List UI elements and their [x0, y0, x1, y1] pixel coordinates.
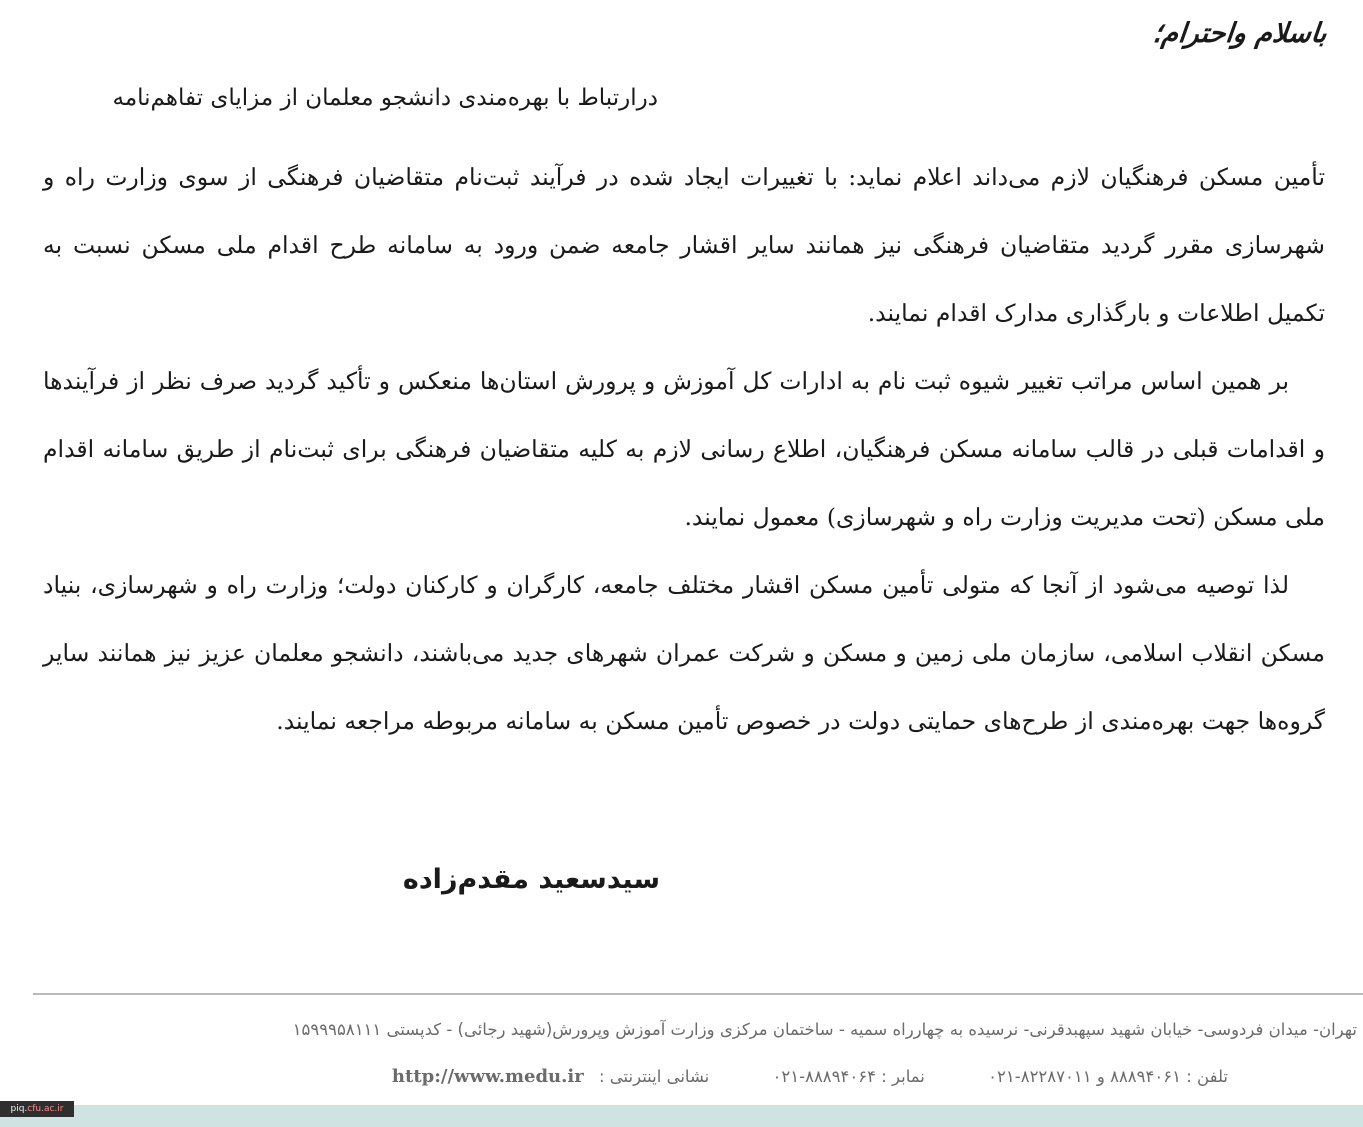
paragraph-1: تأمین مسکن فرهنگیان لازم می‌داند اعلام نماید: با تغییرات ایجاد شده در فرآیند ثبت‌نام متقاضیان فرهنگی از سوی وزارت راه و شهرسازی مقرر گردید متقاضیان فرهنگی نیز همانند سایر اقشار جامعه ضمن ورود به سامانه طرح اقدام ملی مسکن نسبت به تکمیل اطلاعات و بارگذاری مدارک اقدام نمایند.: [43, 163, 1325, 327]
footer-fax: نمابر : ۸۸۸۹۴۰۶۴-۰۲۱: [772, 1067, 925, 1086]
footer-address: تهران- میدان فردوسی- خیابان شهید سپهبدقرنی- نرسیده به چهارراه سمیه - ساختمان مرکزی وزارت آموزش وپرورش(شهید رجائی) - کدپستی ۱۵۹۹۹۵۸۱۱۱: [292, 1020, 1357, 1039]
paragraph-3: لذا توصیه می‌شود از آنجا که متولی تأمین مسکن اقشار مختلف جامعه، کارگران و کارکنان دولت؛ وزارت راه و شهرسازی، بنیاد مسکن انقلاب اسلامی، سازمان ملی زمین و مسکن و شرکت عمران شهرهای جدید می‌باشند، دانشجو معلمان عزیز نیز همانند سایر گروه‌ها جهت بهره‌مندی از طرح‌های حمایتی دولت در خصوص تأمین مسکن به سامانه مربوطه مراجعه نمایند.: [43, 571, 1325, 735]
watermark-domain: cfu.ac.ir: [27, 1104, 64, 1114]
watermark-badge: [0, 1101, 74, 1117]
intro-line: درارتباط با بهره‌مندی دانشجو معلمان از مزایای تفاهم‌نامه: [112, 85, 658, 111]
signature: سیدسعید مقدم‌زاده: [402, 864, 660, 895]
paragraph-2: بر همین اساس مراتب تغییر شیوه ثبت نام به ادارات کل آموزش و پرورش استان‌ها منعکس و تأکید گردید صرف نظر از فرآیندها و اقدامات قبلی در قالب سامانه مسکن فرهنگیان، اطلاع رسانی لازم به کلیه متقاضیان فرهنگی برای ثبت‌نام از طریق سامانه اقدام ملی مسکن (تحت مدیریت وزارت راه و شهرسازی) معمول نمایند.: [43, 367, 1325, 531]
greeting: باسلام واحترام؛: [1151, 18, 1329, 49]
watermark-prefix: piq.: [10, 1104, 28, 1114]
footer-divider: [33, 993, 1363, 995]
footer-contact: [392, 1064, 1228, 1090]
letter-body: [43, 143, 1325, 755]
footer-phone: تلفن : ۸۸۸۹۴۰۶۱ و ۸۲۲۸۷۰۱۱-۰۲۱: [988, 1067, 1228, 1086]
footer-website-link[interactable]: http://www.medu.ir: [391, 1066, 584, 1087]
bottom-band: [0, 1105, 1363, 1127]
footer-website-label: نشانی اینترنتی :: [598, 1067, 710, 1086]
